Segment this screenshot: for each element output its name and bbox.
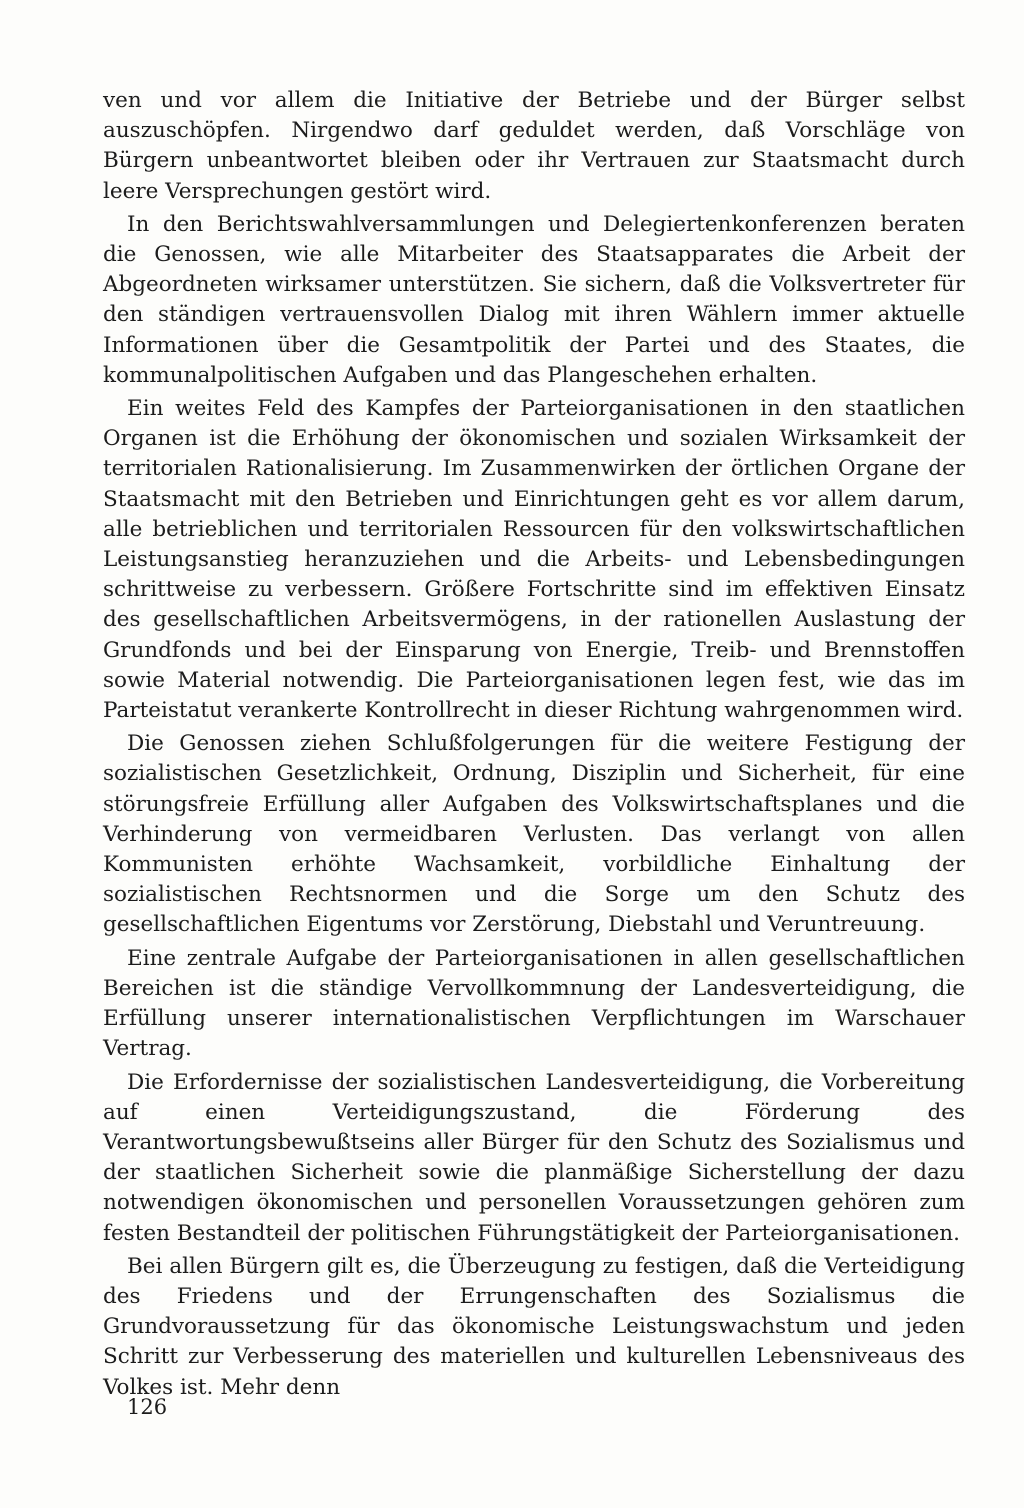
paragraph-5: Eine zentrale Aufgabe der Parteiorganisationen in allen gesellschaftlichen Bereichen ist die ständige Vervollkommnung der Landesverteidigung, die Erfüllung unserer internationalistischen Verpflichtungen im Warschauer Vertrag. (103, 945, 965, 1062)
paragraph-7: Bei allen Bürgern gilt es, die Überzeugung zu festigen, daß die Verteidigung des Friedens und der Errungenschaften des Sozialismus die Grundvoraussetzung für das ökonomische Leistungswachstum und jeden Schritt zur Verbesserung des materiellen und kulturellen Lebensniveaus des Volkes ist. Mehr denn (103, 1253, 965, 1400)
paragraph-1: ven und vor allem die Initiative der Betriebe und der Bürger selbst auszuschöpfen. Nirgendwo darf geduldet werden, daß Vorschläge von Bürgern unbeantwortet bleiben oder ihr Vertrauen zur Staatsmacht durch leere Versprechungen gestört wird. (103, 88, 965, 204)
paragraph-6: Die Erfordernisse der sozialistischen Landesverteidigung, die Vorbereitung auf einen Verteidigungszustand, die Förderung des Verantwortungsbewußtseins aller Bürger für den Schutz des Sozialismus und der staatlichen Sicherheit sowie die planmäßige Sicherstellung der dazu notwendigen ökonomischen und personellen Voraussetzungen gehören zum festen Bestandteil der politischen Führungstätigkeit der Parteiorganisationen. (103, 1069, 965, 1246)
paragraph-4: Die Genossen ziehen Schlußfolgerungen für die weitere Festigung der sozialistischen Gesetzlichkeit, Ordnung, Disziplin und Sicherheit, für eine störungsfreie Erfüllung aller Aufgaben des Volkswirtschaftsplanes und die Verhinderung von vermeidbaren Verlusten. Das verlangt von allen Kommunisten erhöhte Wachsamkeit, vorbildliche Einhaltung der sozialistischen Rechtsnormen und die Sorge um den Schutz des gesellschaftlichen Eigentums vor Zerstörung, Diebstahl und Veruntreuung. (103, 731, 965, 938)
paragraph-3: Ein weites Feld des Kampfes der Parteiorganisationen in den staatlichen Organen ist die Erhöhung der ökonomischen und sozialen Wirksamkeit der territorialen Rationalisierung. Im Zusammenwirken der örtlichen Organe der Staatsmacht mit den Betrieben und Einrichtungen geht es vor allem darum, alle betrieblichen und territorialen Ressourcen für den volkswirtschaftlichen Leistungsanstieg heranzuziehen und die Arbeits- und Lebensbedingungen schrittweise zu verbessern. Größere Fortschritte sind im effektiven Einsatz des gesellschaftlichen Arbeitsvermögens, in der rationellen Auslastung der Grundfonds und bei der Einsparung von Energie, Treib- und Brennstoffen sowie Material notwendig. Die Parteiorganisationen legen fest, wie das im Parteistatut verankerte Kontrollrecht in dieser Richtung wahrgenommen wird. (103, 396, 965, 724)
page-number: 126 (127, 1395, 168, 1419)
paragraph-2: In den Berichtswahlversammlungen und Delegiertenkonferenzen beraten die Genossen, wie alle Mitarbeiter des Staatsapparates die Arbeit der Abgeordneten wirksamer unterstützen. Sie sichern, daß die Volksvertreter für den ständigen vertrauensvollen Dialog mit ihren Wählern immer aktuelle Informationen über die Gesamtpolitik der Partei und des Staates, die kommunalpolitischen Aufgaben und das Plangeschehen erhalten. (103, 211, 965, 388)
body-text (103, 86, 965, 1403)
